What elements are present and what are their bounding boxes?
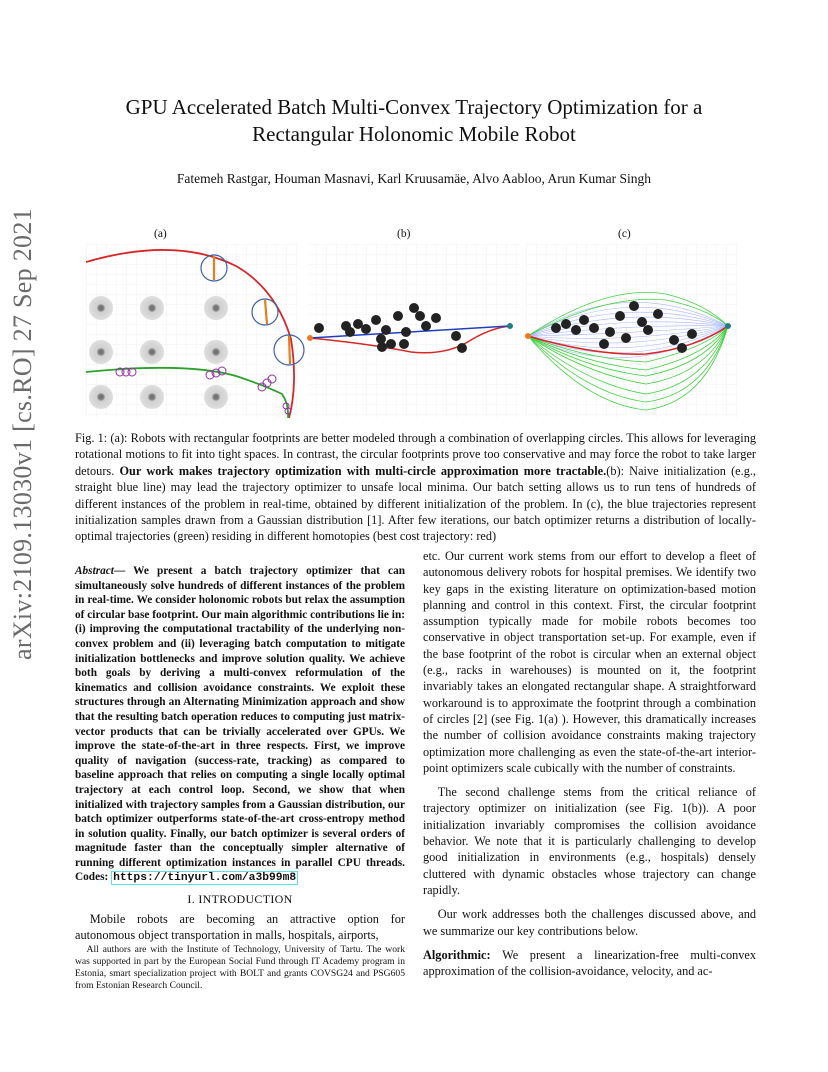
panel-b-plot xyxy=(307,244,520,418)
right-paragraph-2: The second challenge stems from the critical reliance of trajectory optimizer on initialization (see Fig. 1(b)). A poor initialization invariably compromises the collision avoidance behavior. We note that it is particularly challenging to develop good initialization in environments (e.g., hospitals) densely cluttered with dynamic obstacles whose trajectory can change rapidly. xyxy=(423,785,756,897)
contribution-label: Algorithmic: xyxy=(423,947,491,962)
author-footnote xyxy=(75,944,405,992)
abstract xyxy=(75,564,405,886)
left-column xyxy=(75,564,405,943)
caption-text-2: (b): Naive initialization (e.g., straight blue line) may lead the trajectory optimizer to unsafe local minima. Our batch setting allows us to run tens of hundreds of different instances of the problem in real-time, obtained by different initialization of the problem. In (c), the blue trajectories represent initialization samples drawn from a Gaussian distribution [1]. After few iterations, our batch optimizer returns a distribution of locally-optimal trajectories (green) residing in different homotopies (best cost trajectory: red) xyxy=(75,463,757,544)
title-line-1: GPU Accelerated Batch Multi-Convex Trajectory Optimization for a xyxy=(125,95,703,119)
figure-caption xyxy=(75,430,756,545)
panel-label-b: (b) xyxy=(397,228,411,240)
abstract-heading: Abstract xyxy=(75,565,114,577)
right-paragraph-3: Our work addresses both the challenges discussed above, and we summarize our key contributions below. xyxy=(423,907,756,938)
panel-a-plot xyxy=(86,244,304,418)
panel-label-a: (a) xyxy=(154,228,167,240)
contribution-text: We present a linearization-free multi-convex approximation of the collision-avoidance, velocity, and ac- xyxy=(423,947,756,979)
footnote-text: All authors are with the Institute of Technology, University of Tartu. The work was supported in part by the European Social Fund through IT Academy program in Estonia, smart specialization project with BOLT and grants COVSG24 and PSG605 from Estonian Research Council. xyxy=(75,944,405,991)
title-line-2: Rectangular Holonomic Mobile Robot xyxy=(252,122,576,146)
right-paragraph-4 xyxy=(423,947,756,980)
figure-1 xyxy=(86,244,738,418)
caption-text-1: Fig. 1: (a): Robots with rectangular footprints are better modeled through a combination of overlapping circles. This allows for leveraging rotational motions to fit into tight spaces. In contrast, the circular footprints prove too conservative and may force the robot to take larger detours. xyxy=(75,431,756,478)
caption-bold-claim: Our work makes trajectory optimization with multi-circle approximation more tractable. xyxy=(119,463,607,478)
panel-c-plot xyxy=(525,244,738,418)
section-heading-introduction: I. INTRODUCTION xyxy=(187,892,293,907)
code-link[interactable]: https://tinyurl.com/a3b99m8 xyxy=(113,872,297,885)
panel-label-c: (c) xyxy=(618,228,631,240)
author-list: Fatemeh Rastgar, Houman Masnavi, Karl Kruusamäe, Alvo Aabloo, Arun Kumar Singh xyxy=(176,171,652,186)
right-paragraph-1: etc. Our current work stems from our effort to develop a fleet of autonomous delivery robots for hospital premises. We identify two key gaps in the existing literature on optimization-based motion planning and control in this context. First, the circular footprint assumption typically made for mobile robots becomes too conservative in object transportation set-up. For example, even if the base footprint of the robot is circular when an external object (e.g., racks in warehouses) is mounted on it, the footprint invariably takes an elongated rectangular shape. A straightforward workaround is to approximate the footprint through a combination of circles [2] (see Fig. 1(a) ). However, this dramatically increases the number of collision avoidance constraints making trajectory optimization more challenging as even the state-of-the-art interior-point optimizers scale cubically with the number of constraints. xyxy=(423,549,756,775)
intro-paragraph: Mobile robots are becoming an attractive option for autonomous object transportation in malls, hospitals, airports, xyxy=(75,911,405,942)
panel-a-obstacles xyxy=(89,296,228,409)
right-column xyxy=(423,548,756,987)
paper-title xyxy=(60,94,768,148)
abstract-body: — We present a batch trajectory optimizer that can simultaneously solve hundreds of different instances of the problem in real-time. We consider holonomic robots but relax the assumption of circular base footprint. Our main algorithmic contributions lie in: (i) improving the computational tractability of the underlying non-convex problem and (ii) leveraging batch computation to mitigate initialization bottlenecks and improve solution quality. We achieve both goals by deriving a multi-convex reformulation of the kinematics and collision avoidance constraints. We exploit these structures through an Alternating Minimization approach and show that the resulting batch operation reduces to computing just matrix-vector products that can be trivially accelerated over GPUs. We improve the state-of-the-art in three respects. First, we improve quality of navigation (success-rate, tracking) as compared to baseline approach that relies on computing a single locally optimal trajectory at each control loop. Second, we show that when initialized with trajectory samples from a Gaussian distribution, our batch optimizer outperforms state-of-the-art cross-entropy method in solution quality. Finally, our batch optimizer is several orders of magnitude faster than the conceptually simpler alternative of running different optimization instances in parallel CPU threads. Codes: xyxy=(75,565,405,884)
arxiv-identifier: arXiv:2109.13030v1 [cs.RO] 27 Sep 2021 xyxy=(8,208,37,660)
